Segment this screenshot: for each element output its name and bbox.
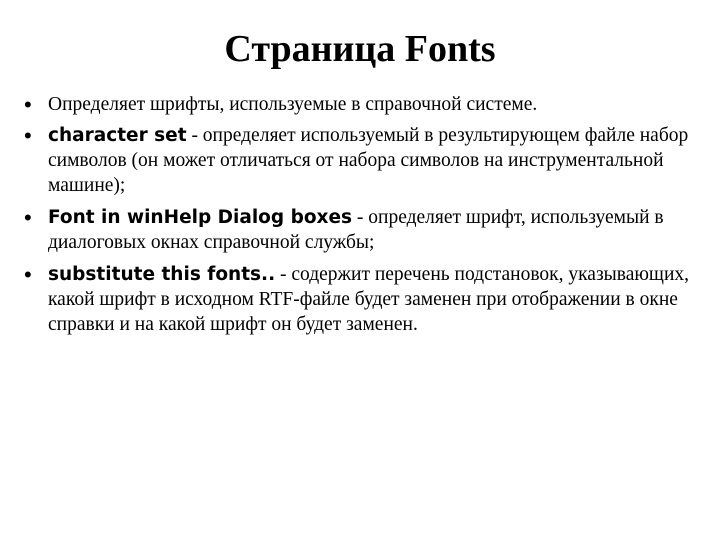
bullet-item-substitute-fonts [24,262,714,337]
bullet-text: - содержит перечень подстановок, указывающих, какой шрифт в исходном RTF-файле будет заменен при отображении в окне справки и на какой шрифт он будет заменен. [48,264,690,335]
bullet-term: substitute this fonts.. [48,264,276,285]
bullet-text: Определяет шрифты, используемые в справочной системе. [48,94,538,115]
bullet-item-fonts-definition [24,92,714,117]
slide-title: Страница Fonts [224,28,496,70]
bullet-list [24,92,714,344]
bullet-marker-icon: • [24,92,32,117]
bullet-text: - определяет шрифт, используемый в диалоговых окнах справочной службы; [48,207,664,253]
bullet-item-dialog-font [24,205,714,255]
bullet-item-character-set [24,123,714,198]
bullet-text: - определяет используемый в результирующем файле набор символов (он может отличаться от набора символов на инструментальной машине); [48,125,689,196]
bullet-term: Font in winHelp Dialog boxes [48,207,353,228]
bullet-term: character set [48,125,187,146]
bullet-marker-icon: • [24,123,32,148]
bullet-marker-icon: • [24,205,32,230]
bullet-marker-icon: • [24,262,32,287]
